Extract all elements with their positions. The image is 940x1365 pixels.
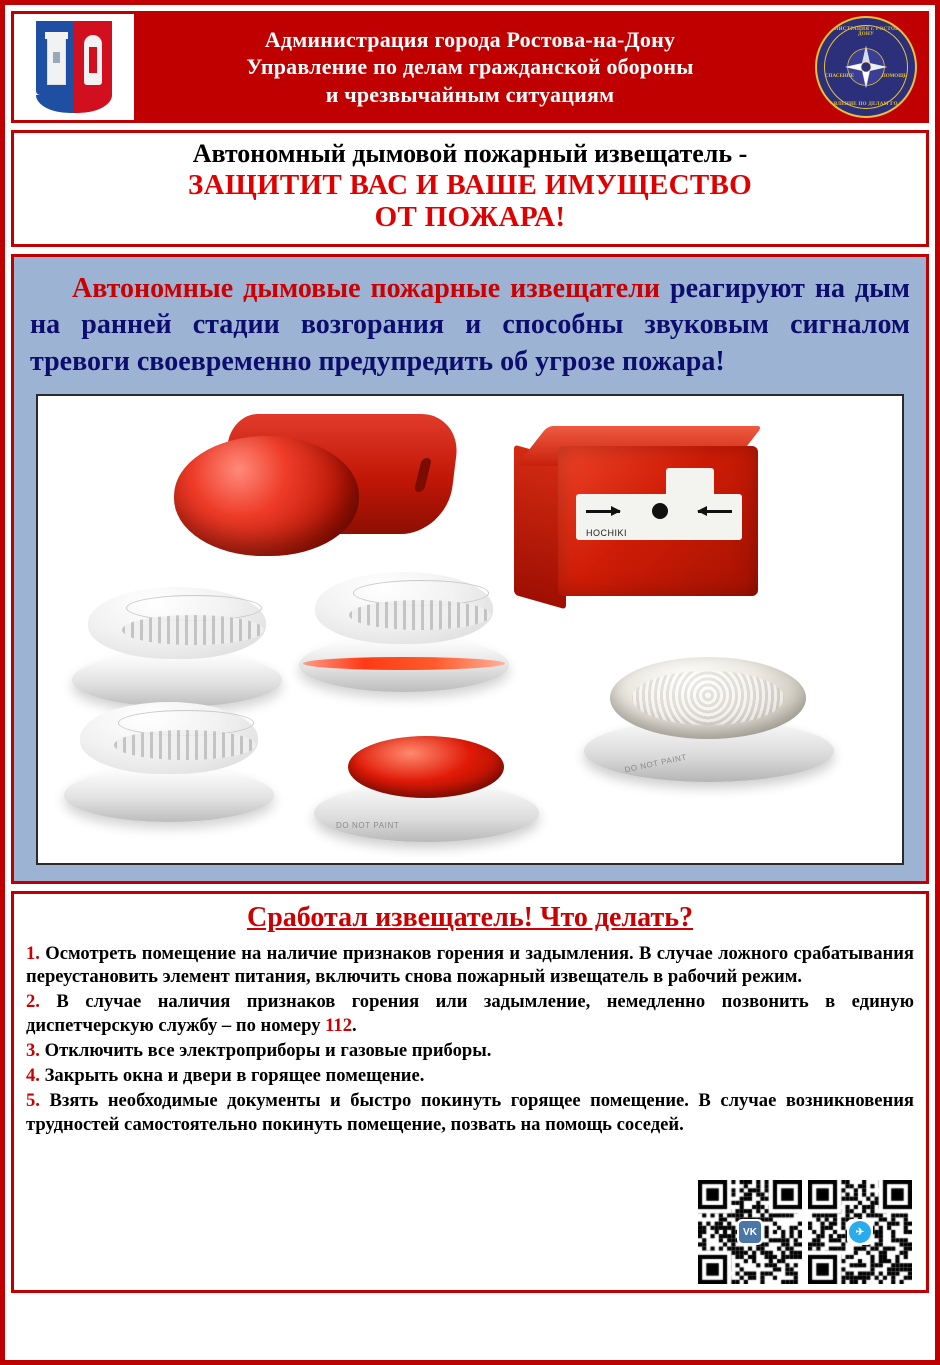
emergency-number: 112 xyxy=(325,1014,353,1036)
callpoint-brand-label: HOCHIKI xyxy=(586,528,628,538)
emblem-text-bottom: УПРАВЛЕНИЕ ПО ДЕЛАМ ГО И ЧС xyxy=(819,102,913,107)
fire-sounder-icon xyxy=(164,414,464,564)
emergency-service-emblem-icon xyxy=(806,14,926,120)
poster-header xyxy=(11,11,929,123)
header-organization-title xyxy=(134,14,806,120)
instruction-step xyxy=(26,1039,914,1062)
banner-line-1: Автономный дымовой пожарный извещатель - xyxy=(192,139,748,168)
smoke-detector-icon xyxy=(72,587,282,707)
smoke-detector-icon xyxy=(299,572,509,692)
red-beacon-icon xyxy=(314,732,539,842)
clear-beacon-icon xyxy=(584,657,834,782)
vk-icon xyxy=(737,1219,763,1245)
lead-highlight: Автономные дымовые пожарные извещатели xyxy=(72,272,661,304)
beacon-label: DO NOT PAINT xyxy=(336,821,400,830)
step-number: 2. xyxy=(26,991,40,1013)
qr-code-group xyxy=(698,1180,912,1284)
info-section xyxy=(11,254,929,884)
step-text: Осмотреть помещение на наличие признаков горения и задымления. В случае ложного срабатывания переустановить элемент питания, включить снова пожарный извещатель в рабочий режим. xyxy=(26,943,914,988)
product-photo-frame xyxy=(36,394,904,865)
product-photo xyxy=(44,402,896,857)
step-text: Закрыть окна и двери в горящее помещение. xyxy=(39,1065,425,1087)
banner-line-2b: ОТ ПОЖАРА! xyxy=(374,201,566,234)
instructions-list xyxy=(26,942,914,1136)
instructions-title: Сработал извещатель! Что делать? xyxy=(246,902,694,933)
org-line-3: и чрезвычайным ситуациям xyxy=(325,81,615,107)
main-banner xyxy=(11,130,929,247)
emblem-text-right: ПОМОЩЬ xyxy=(881,74,907,79)
lead-paragraph xyxy=(30,271,910,380)
org-line-2: Управление по делам гражданской обороны xyxy=(246,54,694,80)
org-line-1: Администрация города Ростова-на-Дону xyxy=(264,26,676,52)
step-number: 3. xyxy=(26,1039,40,1061)
manual-call-point-icon xyxy=(514,432,774,612)
step-number: 4. xyxy=(26,1065,40,1087)
lead-rest: реагируют на дым на ранней стадии возгорания и способны звуковым сигналом тревоги своевременно предупредить об угрозе пожара! xyxy=(30,272,911,377)
telegram-icon xyxy=(847,1219,873,1245)
emblem-text-top: АДМИНИСТРАЦИЯ г. РОСТОВА-НА-ДОНУ xyxy=(817,27,915,37)
step-text: В случае наличия признаков горения или задымление, немедленно позвонить в единую диспетчерскую службу – по номеру xyxy=(26,991,914,1036)
step-text: Взять необходимые документы и быстро покинуть горящее помещение. В случае возникновения трудностей самостоятельно покинуть помещение, позвать на помощь соседей. xyxy=(26,1090,914,1135)
step-number: 5. xyxy=(26,1090,40,1112)
banner-line-2a: ЗАЩИТИТ ВАС И ВАШЕ ИМУЩЕСТВО xyxy=(187,168,753,201)
step-number: 1. xyxy=(26,943,40,964)
vk-qr-code[interactable] xyxy=(698,1180,802,1284)
instruction-step xyxy=(26,990,914,1036)
instruction-step xyxy=(26,942,914,988)
telegram-qr-code[interactable] xyxy=(808,1180,912,1284)
smoke-detector-icon xyxy=(64,702,274,822)
instruction-step xyxy=(26,1089,914,1135)
telegram-badge-label: ✈ xyxy=(849,1221,871,1243)
step-text: Отключить все электроприборы и газовые приборы. xyxy=(39,1039,492,1061)
instructions-section xyxy=(11,891,929,1293)
emblem-text-left: СПАСЕНИЕ xyxy=(825,74,854,79)
step-tail: . xyxy=(352,1014,357,1036)
vk-badge-label: VK xyxy=(739,1221,761,1243)
instruction-step xyxy=(26,1064,914,1087)
clear-beacon-label: DO NOT PAINT xyxy=(623,752,688,775)
coat-of-arms-icon xyxy=(14,14,134,120)
